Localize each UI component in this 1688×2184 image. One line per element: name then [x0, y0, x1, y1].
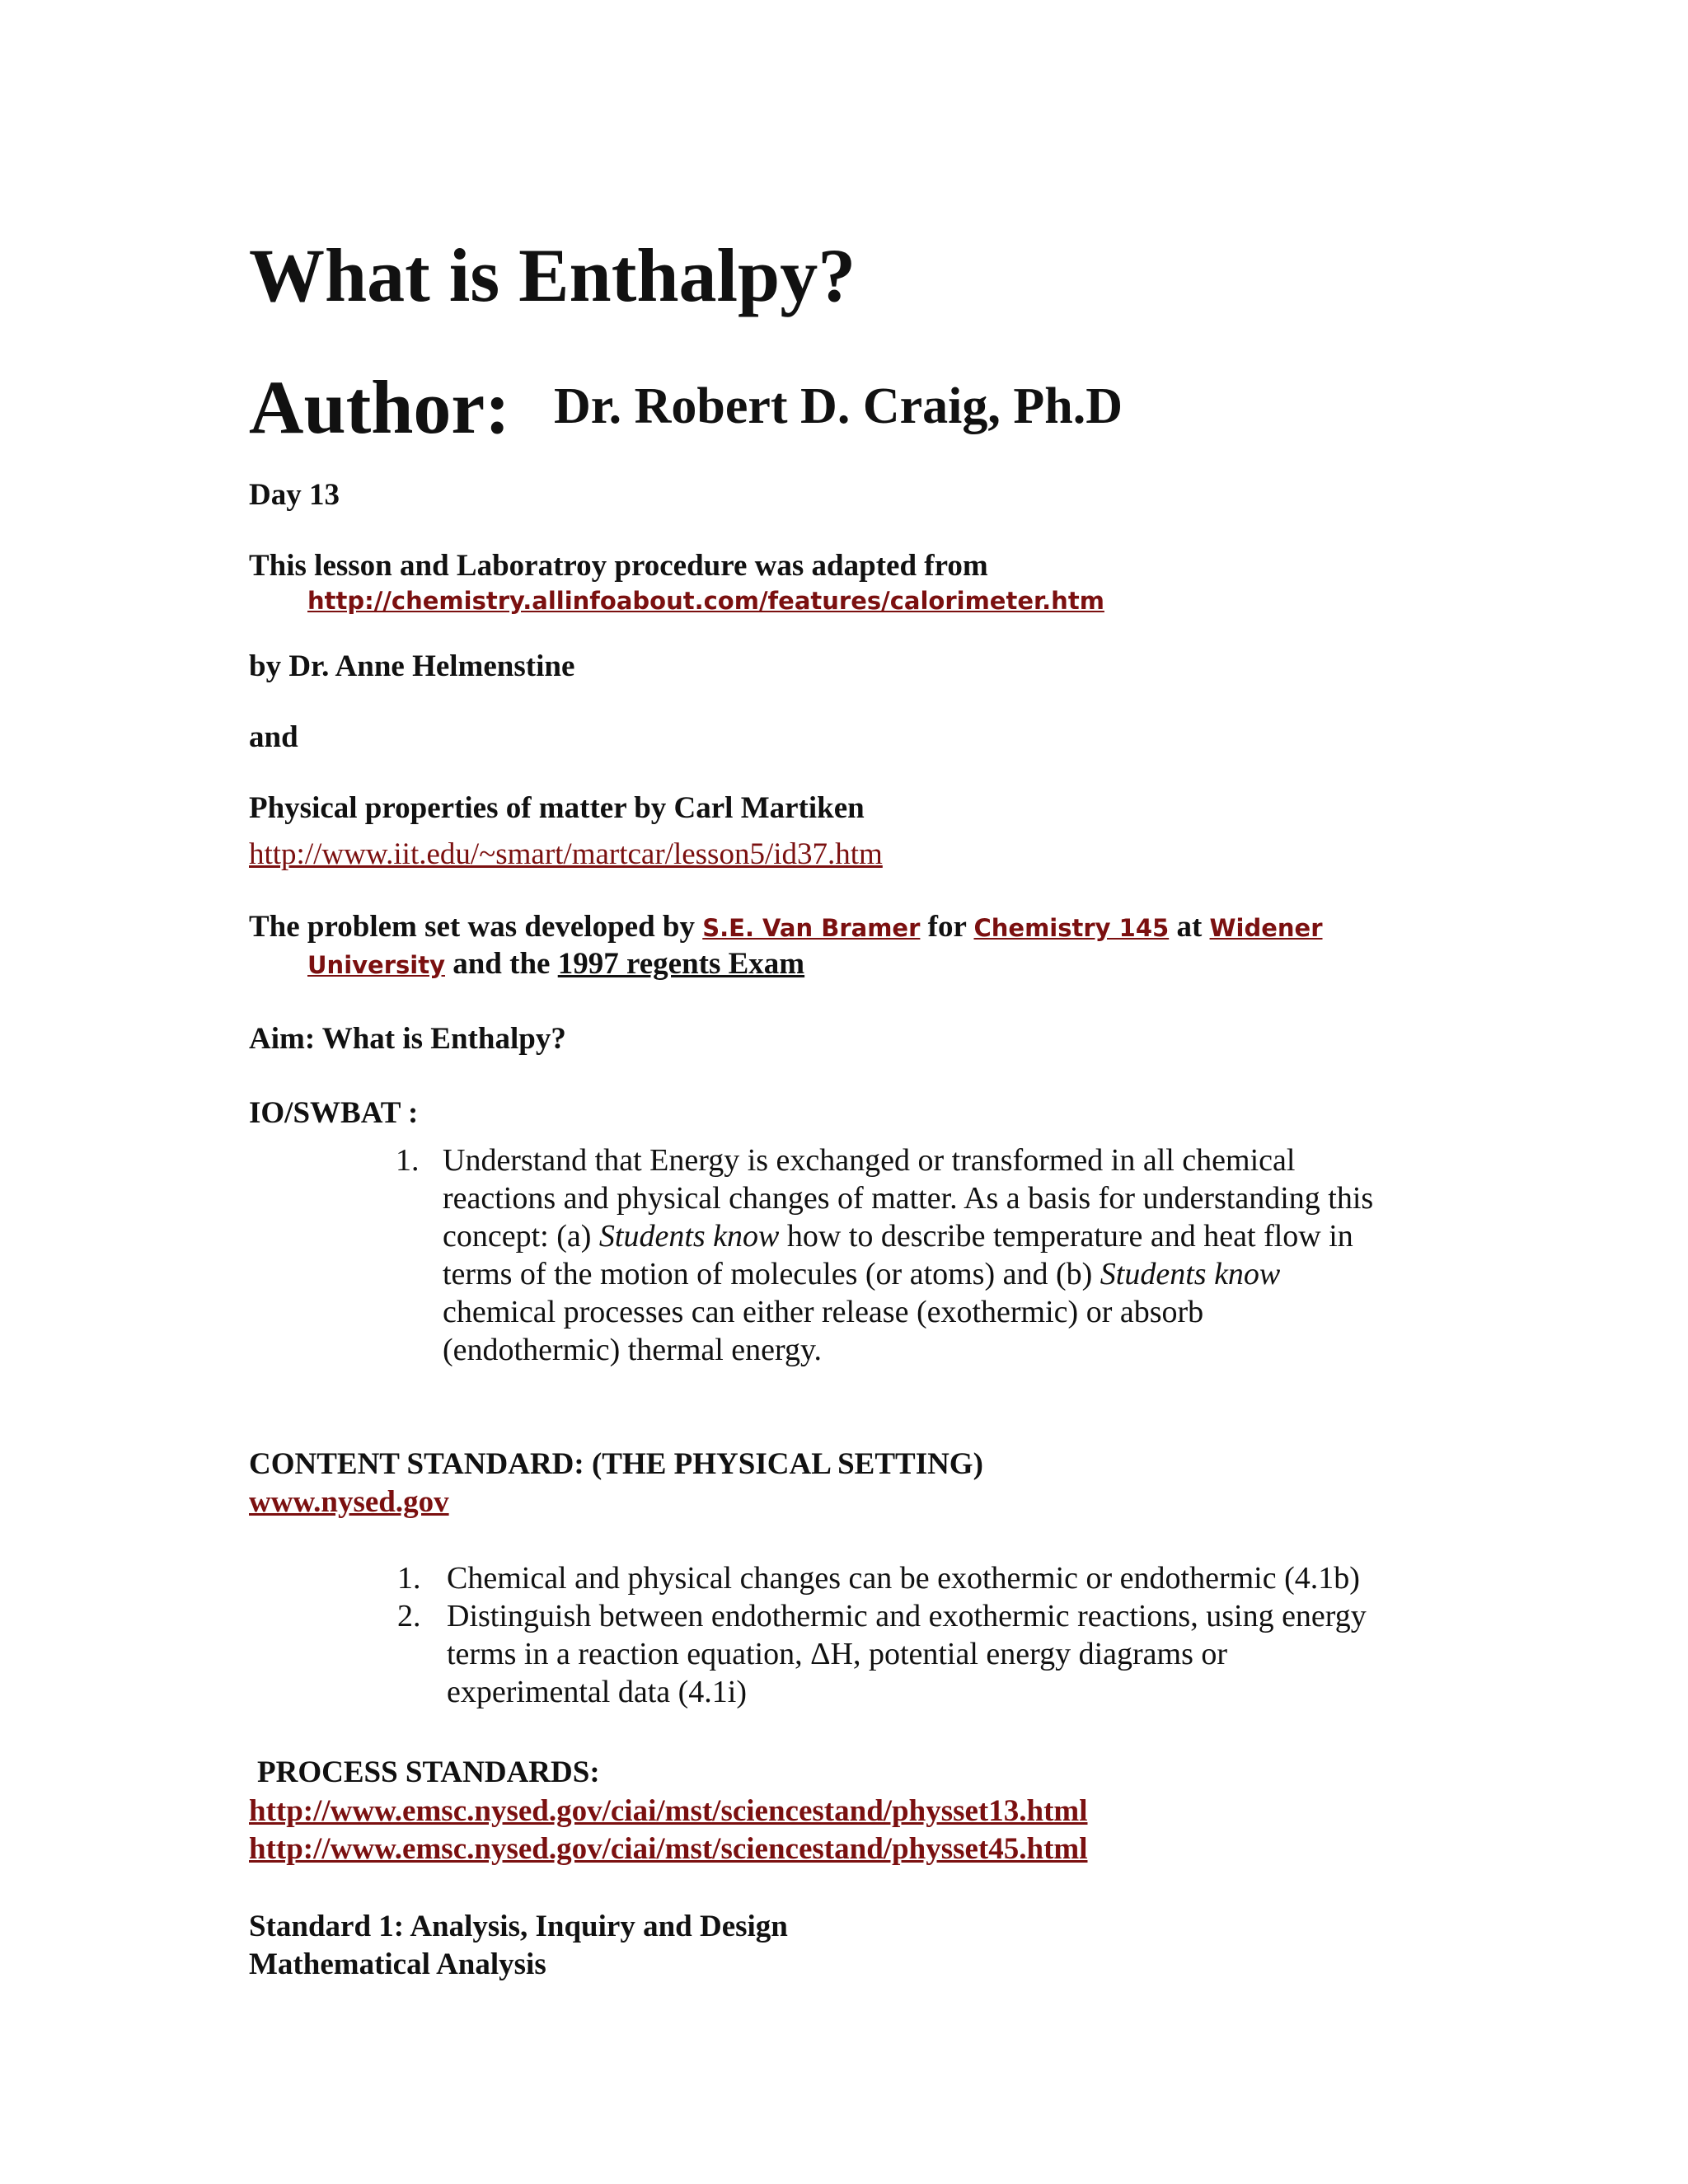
- io-swbat-heading: IO/SWBAT :: [249, 1096, 419, 1130]
- objective-line: chemical processes can either release (exothermic) or absorb: [443, 1295, 1204, 1329]
- problem-set-and-the: and the: [444, 947, 558, 981]
- aim-heading: Aim: What is Enthalpy?: [249, 1022, 566, 1056]
- problem-set-prefix: The problem set was developed by: [249, 910, 703, 944]
- and-text: and: [249, 720, 298, 754]
- author-name: Dr. Robert D. Craig, Ph.D: [554, 378, 1123, 434]
- process-standard-link-1[interactable]: http://www.emsc.nysed.gov/ciai/mst/sciencestand/physset13.html: [249, 1794, 1088, 1828]
- by-helmenstine: by Dr. Anne Helmenstine: [249, 649, 575, 683]
- physical-properties-credit: Physical properties of matter by Carl Martiken: [249, 791, 865, 825]
- problem-set-at: at: [1169, 910, 1210, 944]
- process-standard-link-2[interactable]: http://www.emsc.nysed.gov/ciai/mst/sciencestand/physset45.html: [249, 1832, 1088, 1866]
- standard-line: Chemical and physical changes can be exothermic or endothermic (4.1b): [447, 1561, 1360, 1596]
- author-label: Author:: [249, 365, 510, 449]
- objective-line: reactions and physical changes of matter. As a basis for understanding this: [443, 1181, 1374, 1216]
- standard-item: [397, 1559, 1367, 1597]
- problem-set-line-2: [307, 947, 804, 982]
- problem-set-line-1: [249, 910, 1323, 945]
- objectives-list: [396, 1141, 1373, 1369]
- problem-set-for: for: [920, 910, 974, 944]
- day-label: Day 13: [249, 478, 340, 512]
- standard-line: terms in a reaction equation, ΔH, potential energy diagrams or: [447, 1637, 1228, 1671]
- objective-item: [396, 1141, 1373, 1369]
- standard-line: experimental data (4.1i): [447, 1675, 748, 1709]
- objective-line: Understand that Energy is exchanged or transformed in all chemical: [443, 1143, 1296, 1178]
- adapted-source-link[interactable]: http://chemistry.allinfoabout.com/features/calorimeter.htm: [307, 587, 1104, 615]
- objective-number: 1.: [396, 1143, 420, 1178]
- objective-line: (endothermic) thermal energy.: [443, 1333, 823, 1367]
- university-link[interactable]: University: [307, 951, 445, 979]
- adapted-text: This lesson and Laboratroy procedure was adapted from: [249, 549, 988, 583]
- regents-exam-link[interactable]: 1997 regents Exam: [557, 947, 805, 981]
- standard-item: [397, 1597, 1367, 1711]
- standard-number: 1.: [397, 1561, 421, 1596]
- widener-link[interactable]: Widener: [1209, 914, 1323, 942]
- standard-number: 2.: [397, 1599, 421, 1633]
- content-standard-heading: CONTENT STANDARD: (THE PHYSICAL SETTING): [249, 1447, 983, 1481]
- nysed-link[interactable]: www.nysed.gov: [249, 1485, 449, 1519]
- objective-line: concept: (a) Students know how to describe temperature and heat flow in: [443, 1219, 1353, 1254]
- chemistry-145-link[interactable]: Chemistry 145: [973, 914, 1170, 942]
- objective-line: terms of the motion of molecules (or atoms) and (b) Students know: [443, 1257, 1281, 1291]
- process-standards-heading: PROCESS STANDARDS:: [257, 1755, 600, 1789]
- standards-list: [397, 1559, 1367, 1711]
- standard-1-heading: Standard 1: Analysis, Inquiry and Design: [249, 1910, 788, 1943]
- page-title: What is Enthalpy?: [249, 233, 856, 317]
- van-bramer-link[interactable]: S.E. Van Bramer: [702, 914, 921, 942]
- mathematical-analysis-heading: Mathematical Analysis: [249, 1947, 546, 1981]
- standard-line: Distinguish between endothermic and exothermic reactions, using energy: [447, 1599, 1367, 1633]
- iit-link[interactable]: http://www.iit.edu/~smart/martcar/lesson5/id37.htm: [249, 837, 883, 871]
